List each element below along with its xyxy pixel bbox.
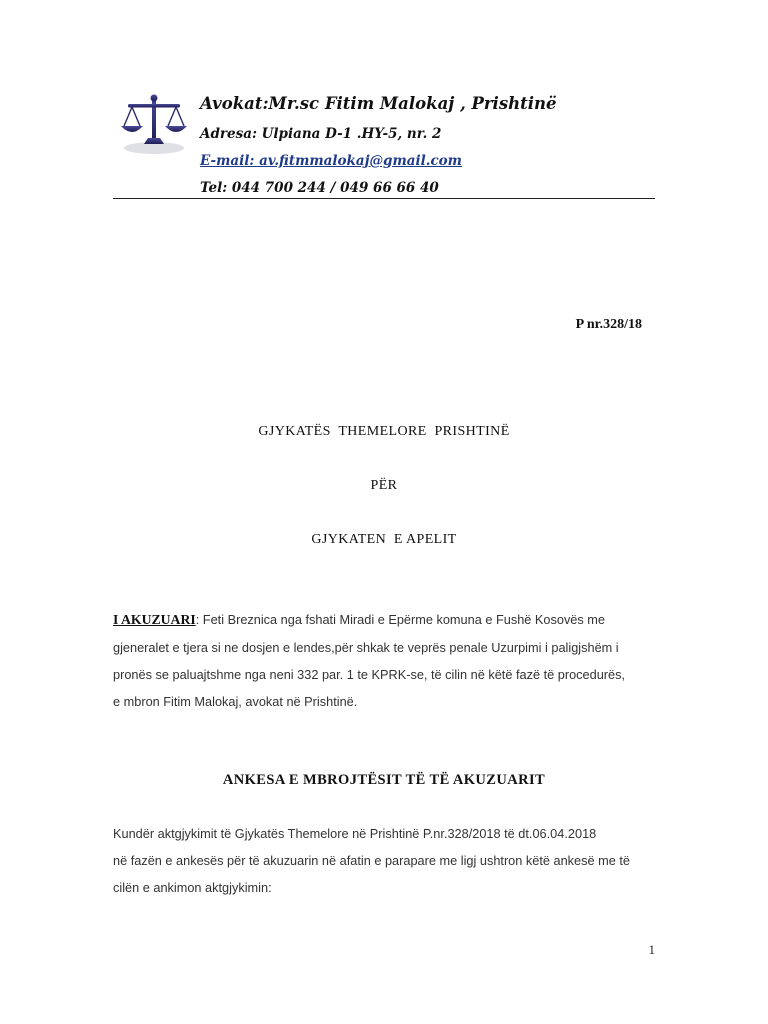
page-number: 1 — [648, 942, 655, 957]
appeal-heading: ANKESA E MBROJTËSIT TË TË AKUZUARIT — [222, 772, 546, 788]
letterhead-title: Avokat:Mr.sc Fitim Malokaj , Prishtinë — [200, 94, 557, 113]
appeal-body-line: Kundër aktgjykimit të Gjykatës Themelore në Prishtinë P.nr.328/2018 të dt.06.04.2018 — [113, 826, 597, 841]
accused-line: gjeneralet e tjera si ne dosjen e lendes,për shkak te veprës penale Uzurpimi i paligjshëm i — [113, 640, 619, 655]
accused-label: I AKUZUARI — [113, 613, 196, 628]
appeal-court-name: GJYKATEN E APELIT — [311, 532, 457, 547]
accused-line-text: : Feti Breznica nga fshati Miradi e Epërme komuna e Fushë Kosovës me — [195, 612, 606, 627]
letterhead-phone: Tel: 044 700 244 / 049 66 66 40 — [200, 180, 439, 196]
letterhead-address: Adresa: Ulpiana D-1 .HY-5, nr. 2 — [200, 126, 442, 142]
to-label: PËR — [370, 478, 398, 493]
accused-line — [113, 606, 647, 634]
accused-paragraph — [113, 606, 647, 715]
letterhead-divider — [113, 198, 655, 199]
accused-line: e mbron Fitim Malokaj, avokat në Prishtinë. — [113, 694, 358, 709]
case-number: P nr.328/18 — [575, 317, 642, 332]
accused-line: pronës se paluajtshme nga neni 332 par. 1 te KPRK-se, të cilin në këtë fazë të procedurës, — [113, 667, 626, 682]
appeal-body-line: në fazën e ankesës për të akuzuarin në afatin e parapare me ligj ushtron këtë ankesë me të — [113, 853, 631, 868]
scales-of-justice-icon — [118, 92, 190, 156]
appeal-body-paragraph — [113, 820, 647, 901]
appeal-body-line: cilën e ankimon aktgjykimin: — [113, 880, 272, 895]
court-name: GJYKATËS THEMELORE PRISHTINË — [258, 424, 510, 439]
letterhead-email-link[interactable]: E-mail: av.fitmmalokaj@gmail.com — [200, 153, 462, 169]
